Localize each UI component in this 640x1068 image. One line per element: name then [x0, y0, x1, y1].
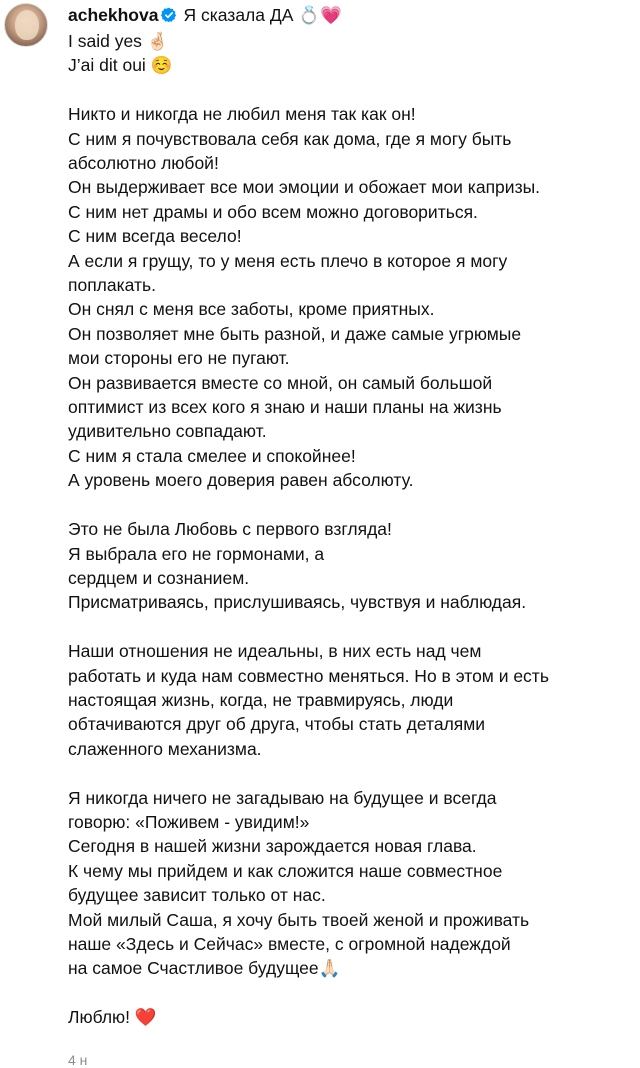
caption-line: Я выбрала его не гормонами, а [68, 543, 325, 564]
caption-line [68, 493, 638, 517]
post-timestamp[interactable]: 4 н [68, 1052, 88, 1068]
caption-line: Никто и никогда не любил меня так как он! [68, 104, 416, 125]
caption-line: слаженного механизма. [68, 738, 262, 759]
verified-badge-icon [161, 5, 177, 29]
caption-line: Наши отношения не идеальны, в них есть над чем [68, 641, 482, 662]
caption-line: Он позволяет мне быть разной, и даже самые угрюмые [68, 323, 522, 344]
caption-line: К чему мы прийдем и как сложится наше совместное [68, 860, 503, 881]
caption-line: С ним нет драмы и обо всем можно договориться. [68, 201, 478, 222]
caption-line: удивительно совпадают. [68, 421, 267, 442]
caption-line: поплакать. [68, 275, 157, 296]
caption-line [68, 981, 638, 1005]
caption-line: сердцем и сознанием. [68, 567, 250, 588]
caption-body [68, 29, 638, 1030]
username-link[interactable]: achekhova [68, 5, 159, 25]
caption-line [68, 761, 638, 785]
caption-line: I said yes 🤞🏻 [68, 31, 169, 51]
caption-line: оптимист из всех кого я знаю и наши планы на жизнь [68, 397, 502, 418]
profile-avatar[interactable] [4, 3, 48, 47]
post-header [68, 3, 342, 29]
caption-line: Я никогда ничего не загадываю на будущее и всегда [68, 787, 497, 808]
caption-line [68, 78, 638, 102]
caption-line: мои стороны его не пугают. [68, 348, 290, 369]
caption-line: J’ai dit oui ☺️ [68, 55, 173, 76]
caption-line: С ним всегда весело! [68, 226, 242, 247]
caption-line: Он выдерживает все мои эмоции и обожает мои капризы. [68, 177, 541, 198]
caption-line: Он снял с меня все заботы, кроме приятных. [68, 299, 435, 320]
caption-line: настоящая жизнь, когда, не травмируясь, люди [68, 689, 454, 710]
caption-line: А уровень моего доверия равен абсолюту. [68, 470, 414, 491]
caption-line: Он развивается вместе со мной, он самый большой [68, 372, 493, 393]
caption-line: С ним я почувствовала себя как дома, где я могу быть [68, 128, 512, 149]
caption-line: будущее зависит только от нас. [68, 885, 326, 906]
caption-line: Люблю! ❤️ [68, 1007, 157, 1028]
caption-line [68, 615, 638, 639]
caption-line: работать и куда нам совместно меняться. Но в этом и есть [68, 665, 549, 686]
caption-line: обтачиваются друг об друга, чтобы стать деталями [68, 714, 486, 735]
caption-line: на самое Счастливое будущее🙏🏻 [68, 958, 341, 979]
caption-line: А если я грущу, то у меня есть плечо в которое я могу [68, 250, 508, 271]
caption-line: наше «Здесь и Сейчас» вместе, с огромной надеждой [68, 933, 511, 954]
caption-line: абсолютно любой! [68, 153, 219, 174]
caption-line: Присматриваясь, прислушиваясь, чувствуя и наблюдая. [68, 592, 527, 613]
caption-line: Мой милый Саша, я хочу быть твоей женой и проживать [68, 909, 530, 930]
caption-first-line: Я сказала ДА 💍💗 [183, 5, 342, 25]
caption-line: Сегодня в нашей жизни зарождается новая глава. [68, 836, 477, 857]
caption-line: Это не была Любовь с первого взгляда! [68, 519, 392, 540]
caption-line: С ним я стала смелее и спокойнее! [68, 445, 356, 466]
caption-line: говорю: «Поживем - увидим!» [68, 811, 310, 832]
